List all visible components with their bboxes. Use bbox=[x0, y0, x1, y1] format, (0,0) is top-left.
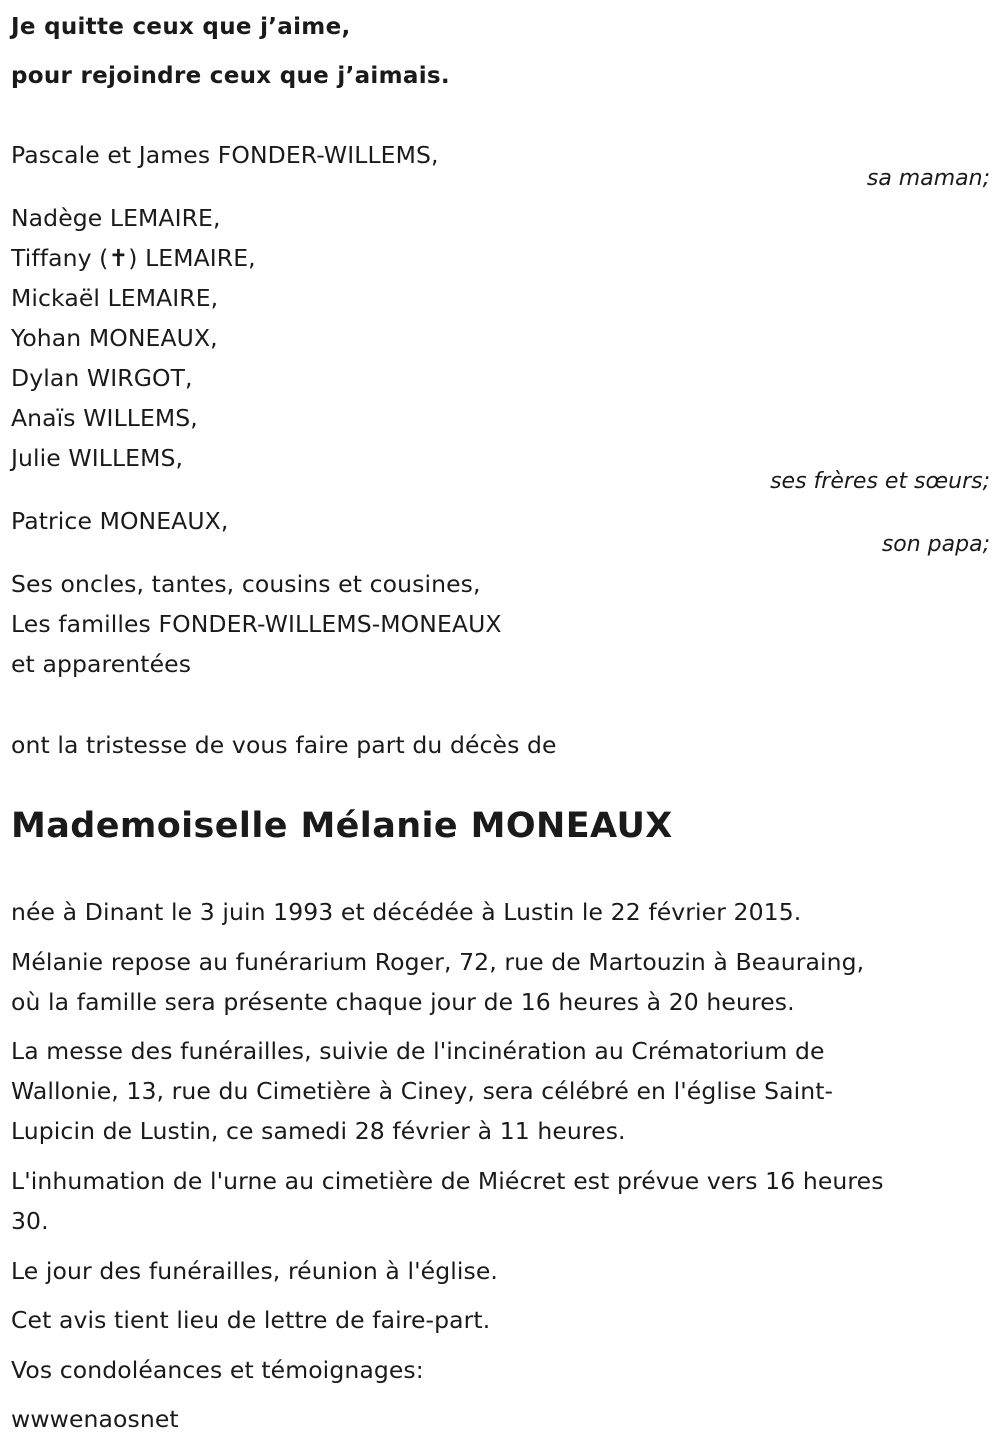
father-name: Patrice MONEAUX, bbox=[11, 507, 229, 535]
meeting-line: Le jour des funérailles, réunion à l'église. bbox=[11, 1257, 498, 1285]
birth-death-line: née à Dinant le 3 juin 1993 et décédée à Lustin le 22 février 2015. bbox=[11, 898, 802, 926]
burial-line: L'inhumation de l'urne au cimetière de Miécret est prévue vers 16 heures bbox=[11, 1167, 884, 1195]
mother-name: Pascale et James FONDER-WILLEMS, bbox=[11, 141, 439, 169]
announcement-text: ont la tristesse de vous faire part du décès de bbox=[11, 731, 557, 759]
sibling-name: Dylan WIRGOT, bbox=[11, 364, 193, 392]
website-link[interactable]: wwwenaosnet bbox=[11, 1405, 179, 1433]
burial-line: 30. bbox=[11, 1207, 49, 1235]
father-role: son papa; bbox=[881, 532, 990, 557]
quote-line-2: pour rejoindre ceux que j’aimais. bbox=[11, 63, 450, 89]
quote-line-1: Je quitte ceux que j’aime, bbox=[11, 14, 351, 40]
sibling-name: Tiffany (✝) LEMAIRE, bbox=[11, 244, 256, 272]
relatives-line: Ses oncles, tantes, cousins et cousines, bbox=[11, 570, 481, 598]
sibling-name: Julie WILLEMS, bbox=[11, 444, 184, 472]
sibling-name: Nadège LEMAIRE, bbox=[11, 204, 221, 232]
sibling-name: Anaïs WILLEMS, bbox=[11, 404, 198, 432]
funeral-home-line: où la famille sera présente chaque jour de 16 heures à 20 heures. bbox=[11, 988, 795, 1016]
mass-line: Wallonie, 13, rue du Cimetière à Ciney, sera célébré en l'église Saint- bbox=[11, 1077, 834, 1105]
mother-role: sa maman; bbox=[866, 166, 990, 191]
relatives-line: et apparentées bbox=[11, 650, 192, 678]
mass-line: La messe des funérailles, suivie de l'incinération au Crématorium de bbox=[11, 1037, 825, 1065]
funeral-home-line: Mélanie repose au funérarium Roger, 72, rue de Martouzin à Beauraing, bbox=[11, 948, 865, 976]
siblings-role: ses frères et sœurs; bbox=[770, 469, 990, 494]
relatives-line: Les familles FONDER-WILLEMS-MONEAUX bbox=[11, 610, 502, 638]
notice-line: Cet avis tient lieu de lettre de faire-part. bbox=[11, 1306, 491, 1334]
deceased-name: Mademoiselle Mélanie MONEAUX bbox=[11, 806, 673, 846]
sibling-name: Yohan MONEAUX, bbox=[11, 324, 218, 352]
condolences-label: Vos condoléances et témoignages: bbox=[11, 1356, 424, 1384]
mass-line: Lupicin de Lustin, ce samedi 28 février à 11 heures. bbox=[11, 1117, 626, 1145]
sibling-name: Mickaël LEMAIRE, bbox=[11, 284, 219, 312]
